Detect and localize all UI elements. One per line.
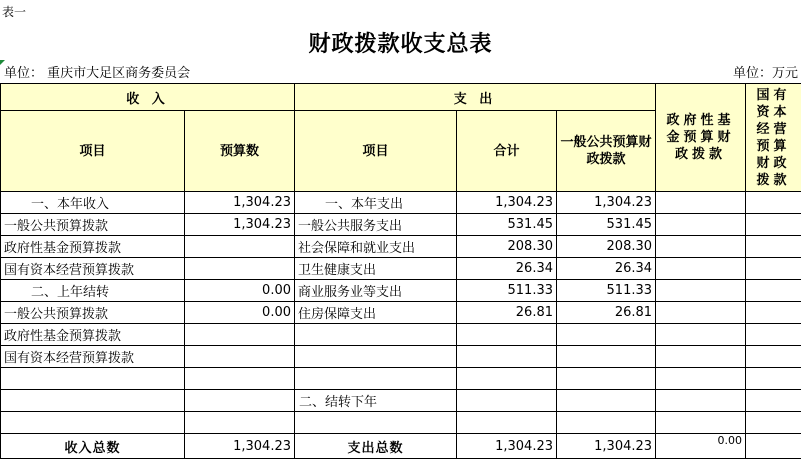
cell-in-item [1, 412, 185, 434]
header-state-capital: 国有资本经营预算财政拨款 [746, 84, 801, 192]
cell-in-val [185, 368, 295, 390]
cell-capital [746, 346, 801, 368]
table-row [1, 368, 801, 390]
cell-out-item [295, 412, 457, 434]
cell-fund [656, 324, 746, 346]
unit-left: 单位： 重庆市大足区商务委员会 [4, 66, 191, 81]
cell-general [557, 324, 656, 346]
cell-out-item [295, 324, 457, 346]
cell-in-val: 0.00 [185, 302, 295, 324]
table-row [1, 412, 801, 434]
cell-in-item: 国有资本经营预算拨款 [1, 258, 185, 280]
total-expenditure-capital [746, 434, 801, 459]
cell-in-item: 一般公共预算拨款 [1, 214, 185, 236]
cell-in-val [185, 412, 295, 434]
cell-capital [746, 324, 801, 346]
cell-in-item: 一般公共预算拨款 [1, 302, 185, 324]
cell-capital [746, 390, 801, 412]
total-expenditure-fund: 0.00 [656, 434, 746, 459]
header-total: 合计 [457, 111, 557, 192]
cell-in-val: 1,304.23 [185, 214, 295, 236]
cell-fund [656, 258, 746, 280]
cell-fund [656, 302, 746, 324]
cell-general [557, 390, 656, 412]
cell-total: 208.30 [457, 236, 557, 258]
cell-out-item [295, 346, 457, 368]
cell-general: 26.34 [557, 258, 656, 280]
cell-general [557, 412, 656, 434]
total-expenditure-label: 支出总数 [295, 434, 457, 459]
cell-total: 1,304.23 [457, 192, 557, 214]
cell-total: 511.33 [457, 280, 557, 302]
cell-in-val [185, 236, 295, 258]
cell-in-val [185, 346, 295, 368]
cell-fund [656, 280, 746, 302]
cell-fund [656, 214, 746, 236]
budget-table [0, 83, 801, 459]
cell-capital [746, 280, 801, 302]
cell-in-val [185, 390, 295, 412]
cell-fund [656, 412, 746, 434]
cell-out-item: 一般公共服务支出 [295, 214, 457, 236]
cell-out-item: 社会保障和就业支出 [295, 236, 457, 258]
cell-in-item: 二、上年结转 [1, 280, 185, 302]
cell-total: 26.34 [457, 258, 557, 280]
header-item2: 项目 [295, 111, 457, 192]
cell-fund [656, 390, 746, 412]
unit-right: 单位：万元 [732, 66, 798, 81]
table-row [1, 280, 801, 302]
cell-fund [656, 368, 746, 390]
cell-general: 1,304.23 [557, 192, 656, 214]
cell-in-item [1, 368, 185, 390]
total-expenditure-general: 1,304.23 [557, 434, 656, 459]
cell-in-val [185, 324, 295, 346]
header-item: 项目 [1, 111, 185, 192]
header-expenditure: 支 出 [295, 84, 656, 111]
header-gov-fund: 政府性基金预算财政拨款 [656, 84, 746, 192]
cell-capital [746, 412, 801, 434]
cell-in-item: 政府性基金预算拨款 [1, 324, 185, 346]
header-budget: 预算数 [185, 111, 295, 192]
page-title: 财政拨款收支总表 [308, 31, 493, 57]
cell-total: 26.81 [457, 302, 557, 324]
table-row [1, 258, 801, 280]
cell-out-item: 二、结转下年 [295, 390, 457, 412]
table-row [1, 302, 801, 324]
cell-out-item: 住房保障支出 [295, 302, 457, 324]
total-income-value: 1,304.23 [185, 434, 295, 459]
table-row [1, 390, 801, 412]
cell-fund [656, 346, 746, 368]
cell-in-val [185, 258, 295, 280]
cell-total [457, 390, 557, 412]
cell-fund [656, 236, 746, 258]
cell-capital [746, 368, 801, 390]
header-income: 收 入 [1, 84, 295, 111]
table-row [1, 214, 801, 236]
cell-in-item: 国有资本经营预算拨款 [1, 346, 185, 368]
cell-capital [746, 192, 801, 214]
sheet-label: 表一 [2, 5, 27, 19]
cell-out-item [295, 368, 457, 390]
cell-general: 511.33 [557, 280, 656, 302]
cell-out-item: 商业服务业等支出 [295, 280, 457, 302]
cell-in-item [1, 390, 185, 412]
header-row-top [1, 84, 801, 111]
cell-in-item: 政府性基金预算拨款 [1, 236, 185, 258]
cell-total [457, 346, 557, 368]
cell-total [457, 368, 557, 390]
table-row [1, 346, 801, 368]
table-row [1, 236, 801, 258]
cell-capital [746, 302, 801, 324]
cell-in-val: 1,304.23 [185, 192, 295, 214]
cell-out-item: 卫生健康支出 [295, 258, 457, 280]
cell-in-val: 0.00 [185, 280, 295, 302]
table-row [1, 192, 801, 214]
cell-general: 26.81 [557, 302, 656, 324]
cell-total [457, 324, 557, 346]
totals-row [1, 434, 801, 459]
cell-capital [746, 214, 801, 236]
cell-general: 208.30 [557, 236, 656, 258]
cell-total: 531.45 [457, 214, 557, 236]
cell-out-item: 一、本年支出 [295, 192, 457, 214]
cell-in-item: 一、本年收入 [1, 192, 185, 214]
cell-general [557, 368, 656, 390]
header-general: 一般公共预算财政拨款 [557, 111, 656, 192]
total-income-label: 收入总数 [1, 434, 185, 459]
cell-general [557, 346, 656, 368]
cell-total [457, 412, 557, 434]
cell-general: 531.45 [557, 214, 656, 236]
total-expenditure-total: 1,304.23 [457, 434, 557, 459]
cell-fund [656, 192, 746, 214]
cell-capital [746, 236, 801, 258]
cell-capital [746, 258, 801, 280]
table-row [1, 324, 801, 346]
